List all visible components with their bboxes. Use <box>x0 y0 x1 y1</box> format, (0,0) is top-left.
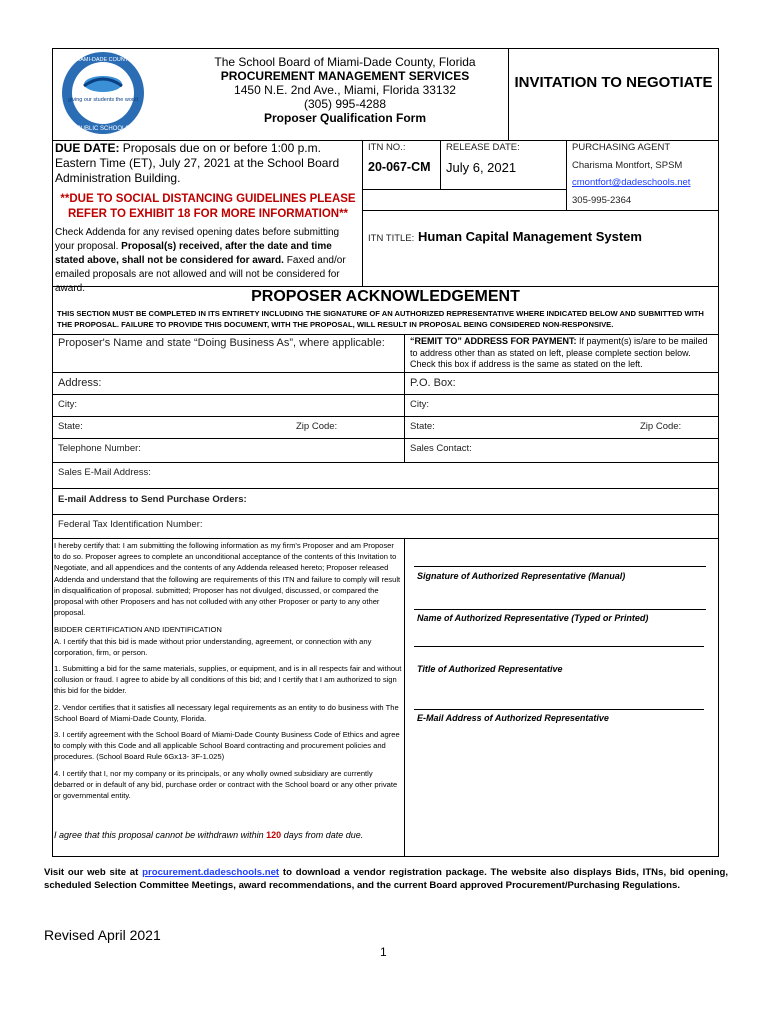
sales-contact-field[interactable]: Sales Contact: <box>410 443 472 454</box>
agent-email-link[interactable]: cmontfort@dadeschools.net <box>572 177 691 188</box>
cert-item-4: 4. I certify that I, nor my company or its principals, or any wholly owned subsidiary are currently debarred or in default of any bid, purchase order or contract with the School board or any other private or governmental entity. <box>54 768 398 801</box>
city2-field[interactable]: City: <box>410 399 429 410</box>
zip-field[interactable]: Zip Code: <box>296 421 338 432</box>
doc-title: INVITATION TO NEGOTIATE <box>514 74 713 91</box>
itn-no-value: 20-067-CM <box>368 160 431 174</box>
agent-name: Charisma Montfort, SPSM <box>572 160 683 171</box>
agent-phone: 305-995-2364 <box>572 195 632 206</box>
cert-item-3: 3. I certify agreement with the School Board of Miami-Dade County Business Code of Ethics and agree to comply with this Code and all applicable School Board contracting and procurement policies and procedures. (School Board Rule 6Gx13- 3F-1.025) <box>54 730 400 762</box>
remit-text: If payment(s) is/are to be mailed to address other than as stated on left, please complete section below. Check this box if address is the same as stated on the left. <box>410 336 708 369</box>
city-field[interactable]: City: <box>58 399 77 410</box>
agent-label: PURCHASING AGENT <box>572 142 671 153</box>
itn-no-label: ITN NO.: <box>368 142 406 153</box>
due-text: Proposals due on or before 1:00 p.m. Eastern Time (ET), July 27, 2021 at the School Board Administration Building. <box>55 141 340 185</box>
pobox-field[interactable]: P.O. Box: <box>410 377 456 389</box>
state2-field[interactable]: State: <box>410 421 435 432</box>
addenda-bold: Proposal(s) received, after the date and time stated above, shall not be considered for award. <box>55 241 332 266</box>
signature-field[interactable]: Signature of Authorized Representative (Manual) <box>417 571 626 581</box>
cert-item-2: 2. Vendor certifies that it satisfies all necessary legal requirements as an entity to do business with The School Board of Miami-Dade County, Florida. <box>54 702 399 723</box>
distancing-warning: **DUE TO SOCIAL DISTANCING GUIDELINES PLEASE REFER TO EXHIBIT 18 FOR MORE INFORMATION** <box>60 193 356 220</box>
visit-text-2: to download a vendor registration package. The website also displays Bids, ITNs, bid opening, scheduled Selection Committee Meetings, award recommendations, and the current Board approved Procurement/Purchasing Regulations. <box>44 867 728 891</box>
release-label: RELEASE DATE: <box>446 142 520 153</box>
release-value: July 6, 2021 <box>446 160 517 175</box>
dept-name: PROCUREMENT MANAGEMENT SERVICES <box>220 69 470 83</box>
visit-text: Visit our web site at <box>44 867 139 878</box>
form-name: Proposer Qualification Form <box>263 111 427 125</box>
org-address: 1450 N.E. 2nd Ave., Miami, Florida 33132 <box>234 83 456 97</box>
address-field[interactable]: Address: <box>58 377 102 389</box>
sales-email-field[interactable]: Sales E-Mail Address: <box>58 467 151 478</box>
page-number: 1 <box>380 945 387 959</box>
rep-title-field[interactable]: Title of Authorized Representative <box>417 664 563 674</box>
district-logo <box>58 50 148 136</box>
withdraw-days: 120 <box>266 830 282 840</box>
phone-field[interactable]: Telephone Number: <box>58 443 141 454</box>
due-label: DUE DATE: <box>55 141 120 155</box>
cert-paragraph: I hereby certify that: I am submitting the following information as my firm's Proposer and am Proposer to do so. Proposer agrees to complete an unconditional acceptance of the contents of this Invitation to Negotiate, and all appendices and the contents of any Addenda released hereto; Proposer released Addenda and understand that the following are requirements of this ITN and failure to comply will result in disqualification of proposal. submitted; Proposer has not divulged, discussed, or compared the proposal with other Proposers and has not colluded with any other Proposer or party to any other proposal. <box>54 541 401 618</box>
rep-name-field[interactable]: Name of Authorized Representative (Typed or Printed) <box>417 613 649 623</box>
proposer-name-field[interactable]: Proposer's Name and state “Doing Business As”, where applicable: <box>58 337 385 349</box>
logo-mid-text: giving our students the world <box>67 97 139 103</box>
itn-title-label: ITN TITLE: <box>368 233 415 244</box>
ack-note: THIS SECTION MUST BE COMPLETED IN ITS ENTIRETY INCLUDING THE SIGNATURE OF AN AUTHORIZED REPRESENTATIVE WHERE INDICATED BELOW AND SUBMITTED WITH THE PROPOSAL. FAILURE TO PROVIDE THIS DOCUMENT, WITH THE PROPOSAL, WILL RESULT IN PROPOSAL BEING CONSIDERED NON-RESPONSIVE. <box>57 309 704 329</box>
org-phone: (305) 995-4288 <box>303 97 387 111</box>
cert-heading: BIDDER CERTIFICATION AND IDENTIFICATION <box>54 625 222 635</box>
withdraw-text: I agree that this proposal cannot be withdrawn within <box>54 830 264 840</box>
logo-bottom-text: PUBLIC SCHOOLS <box>76 126 130 132</box>
org-name: The School Board of Miami-Dade County, Florida <box>214 55 476 69</box>
cert-item-a: A. I certify that this bid is made without prior understanding, agreement, or connection with any corporation, firm, or person. <box>54 636 372 657</box>
state-field[interactable]: State: <box>58 421 83 432</box>
ack-title: PROPOSER ACKNOWLEDGEMENT <box>251 288 520 305</box>
cert-item-1: 1. Submitting a bid for the same materials, supplies, or equipment, and is in all respects fair and without collusion or fraud. I agree to abide by all conditions of this bid; and I certify that I am authorized to sign this bid for the bidder. <box>54 664 402 696</box>
procurement-link[interactable]: procurement.dadeschools.net <box>142 867 280 878</box>
revised-date: Revised April 2021 <box>44 927 161 943</box>
tax-id-field[interactable]: Federal Tax Identification Number: <box>58 519 203 530</box>
remit-label: “REMIT TO” ADDRESS FOR PAYMENT: <box>410 336 577 346</box>
addenda-text: Check Addenda for any revised opening dates before submitting your proposal. <box>55 227 340 252</box>
withdraw-text-2: days from date due. <box>283 830 364 840</box>
rep-email-field[interactable]: E-Mail Address of Authorized Representative <box>417 713 609 723</box>
po-email-field[interactable]: E-mail Address to Send Purchase Orders: <box>58 494 247 505</box>
zip2-field[interactable]: Zip Code: <box>640 421 682 432</box>
addenda-text-2: Faxed and/or emailed proposals are not allowed and will not be considered for award. <box>55 255 346 294</box>
itn-title-value: Human Capital Management System <box>418 229 642 244</box>
logo-top-text: MIAMI-DADE COUNTY <box>74 57 132 63</box>
